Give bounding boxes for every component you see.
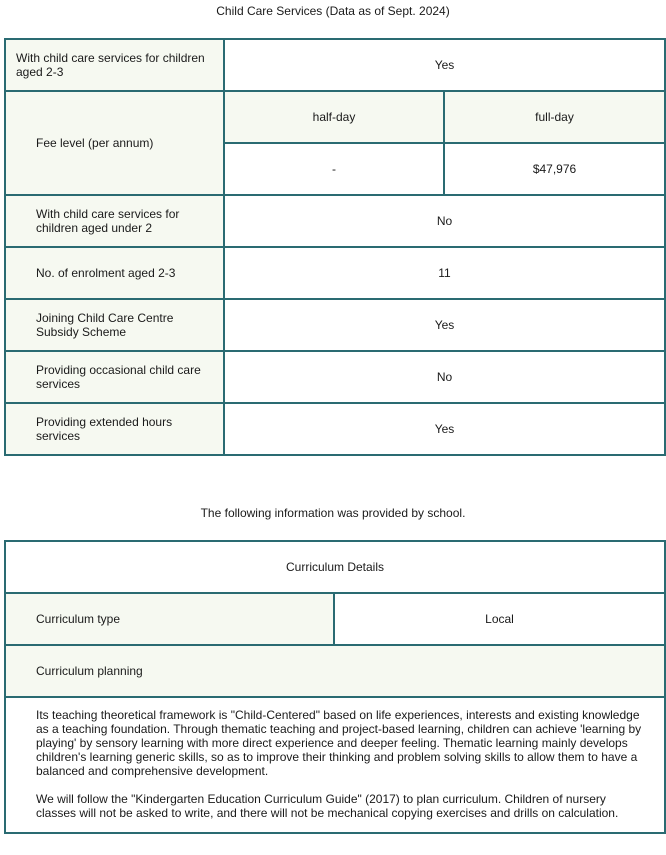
table-row — [5, 593, 665, 645]
row-value: No — [224, 195, 665, 247]
table-row — [5, 697, 665, 833]
table-row — [5, 299, 665, 351]
curriculum-details-table — [4, 540, 666, 834]
table-row — [5, 195, 665, 247]
fee-level-label: Fee level (per annum) — [5, 91, 224, 195]
table-row — [5, 403, 665, 455]
table-row — [5, 247, 665, 299]
row-label: With child care services for children aged 2-3 — [5, 39, 224, 91]
table-row — [5, 645, 665, 697]
curriculum-planning-label: Curriculum planning — [5, 645, 665, 697]
row-label: No. of enrolment aged 2-3 — [5, 247, 224, 299]
row-value: Yes — [224, 39, 665, 91]
fee-header-full-day: full-day — [444, 91, 665, 143]
row-label: With child care services for children aged under 2 — [5, 195, 224, 247]
child-care-services-table — [4, 38, 666, 456]
curriculum-planning-paragraph: Its teaching theoretical framework is "Child-Centered" based on life experiences, interests and existing knowledge as a teaching foundation. Through thematic teaching and project-based learning, children can achieve 'learning by playing' by sensory learning with more direct experience and deeper feeling. Thematic learning mainly develops children's learning generic skills, so as to improve their thinking and problem solving skills to allow them to have a balanced and comprehensive development. — [36, 708, 642, 778]
row-value: No — [224, 351, 665, 403]
curriculum-planning-paragraph: We will follow the "Kindergarten Education Curriculum Guide" (2017) to plan curriculum. Children of nursery classes will not be asked to write, and there will not be mechanical copying exercises and drills on calculation. — [36, 792, 619, 820]
table-row — [5, 39, 665, 91]
row-value: 11 — [224, 247, 665, 299]
curriculum-type-label: Curriculum type — [5, 593, 334, 645]
row-value: Yes — [224, 403, 665, 455]
child-care-services-title: Child Care Services (Data as of Sept. 2024) — [216, 4, 450, 18]
table-row — [5, 91, 665, 143]
row-label: Joining Child Care Centre Subsidy Scheme — [5, 299, 224, 351]
row-label: Providing extended hours services — [5, 403, 224, 455]
fee-value-full-day: $47,976 — [444, 143, 665, 195]
curriculum-type-value: Local — [334, 593, 665, 645]
school-provided-note: The following information was provided by school. — [200, 506, 466, 520]
table-row — [5, 351, 665, 403]
table-row — [5, 541, 665, 593]
curriculum-details-header: Curriculum Details — [5, 541, 665, 593]
curriculum-planning-content — [5, 697, 665, 833]
row-label: Providing occasional child care services — [5, 351, 224, 403]
fee-value-half-day: - — [224, 143, 444, 195]
fee-header-half-day: half-day — [224, 91, 444, 143]
row-value: Yes — [224, 299, 665, 351]
